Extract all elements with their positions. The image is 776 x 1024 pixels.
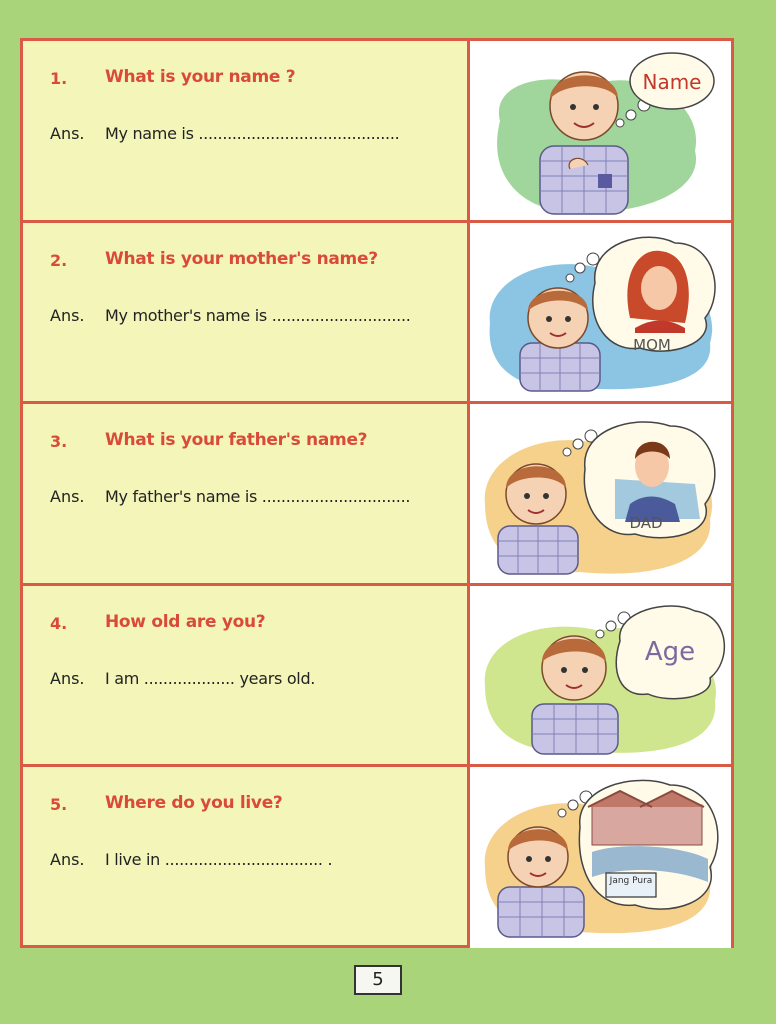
bubble-text: Jang Pura	[609, 876, 653, 886]
question-number: 1.	[50, 69, 68, 88]
answer-label: Ans.	[50, 124, 85, 143]
question-text: How old are you?	[105, 612, 266, 632]
answer-label: Ans.	[50, 306, 85, 325]
question-row-3	[23, 404, 731, 586]
boy-thinking-name-illustration	[470, 41, 731, 220]
illustration-cell	[470, 223, 731, 401]
question-number: 3.	[50, 432, 68, 451]
question-row-2	[23, 223, 731, 404]
bubble-text: Name	[642, 70, 702, 94]
bubble-text: MOM	[633, 336, 671, 354]
question-number: 5.	[50, 795, 68, 814]
illustration-cell	[470, 586, 731, 764]
illustration-cell	[470, 41, 731, 220]
illustration-cell	[470, 767, 731, 948]
answer-line[interactable]: I live in ................................. .	[105, 850, 333, 869]
question-row-1	[23, 41, 731, 223]
illustration-cell	[470, 404, 731, 583]
answer-line[interactable]: I am ................... years old.	[105, 669, 316, 688]
question-cell	[23, 404, 470, 583]
boy-thinking-mom-illustration	[470, 223, 731, 401]
question-cell	[23, 767, 470, 948]
worksheet	[20, 38, 734, 948]
question-cell	[23, 223, 470, 401]
question-number: 2.	[50, 251, 68, 270]
answer-line[interactable]: My name is ..........................................	[105, 124, 400, 143]
question-cell	[23, 41, 470, 220]
question-text: What is your name ?	[105, 67, 296, 87]
boy-thinking-age-illustration	[470, 586, 731, 764]
answer-line[interactable]: My mother's name is .............................	[105, 306, 411, 325]
question-row-5	[23, 767, 731, 948]
answer-label: Ans.	[50, 487, 85, 506]
answer-line[interactable]: My father's name is ...............................	[105, 487, 411, 506]
page-number: 5	[354, 965, 402, 995]
question-row-4	[23, 586, 731, 767]
boy-thinking-dad-illustration	[470, 404, 731, 583]
bubble-text: Age	[644, 637, 696, 667]
boy-thinking-home-illustration	[470, 767, 731, 945]
question-cell	[23, 586, 470, 764]
bubble-text: DAD	[629, 514, 663, 532]
answer-label: Ans.	[50, 669, 85, 688]
question-text: What is your father's name?	[105, 430, 368, 450]
question-number: 4.	[50, 614, 68, 633]
question-text: What is your mother's name?	[105, 249, 378, 269]
answer-label: Ans.	[50, 850, 85, 869]
question-text: Where do you live?	[105, 793, 283, 813]
